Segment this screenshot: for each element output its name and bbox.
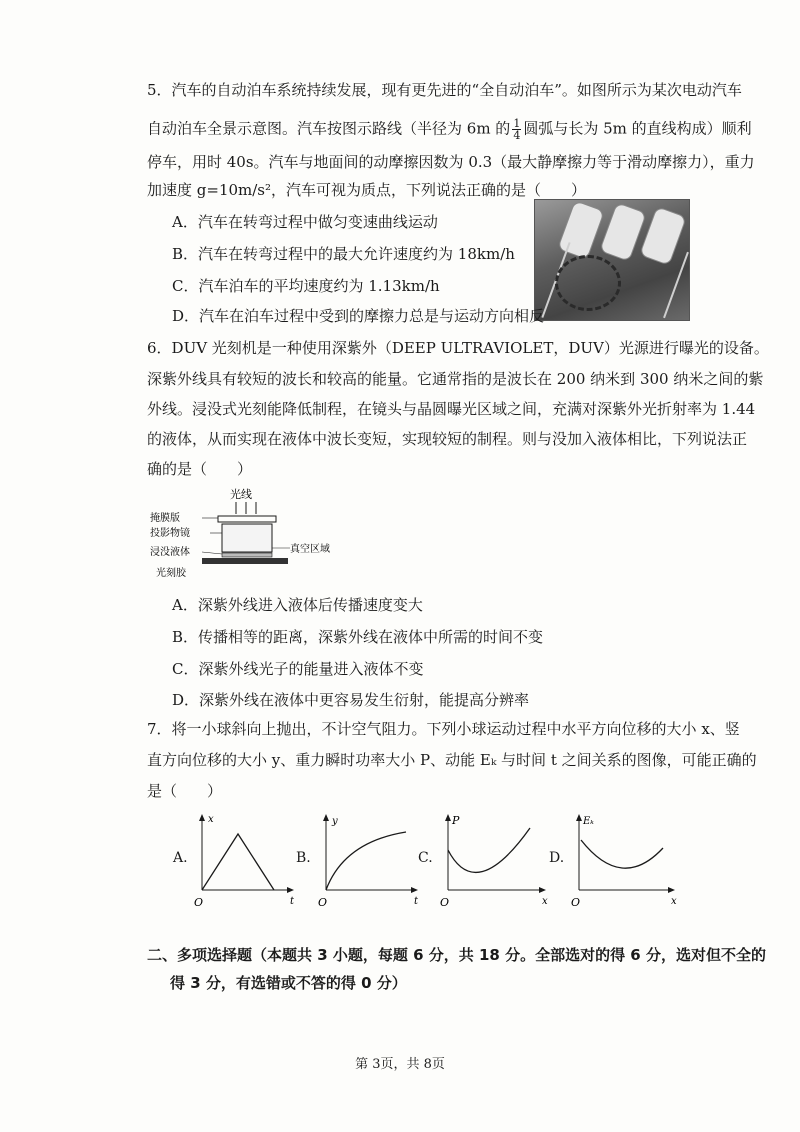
q6-line-1: 6．DUV 光刻机是一种使用深紫外（DEEP ULTRAVIOLET，DUV）光源进行曝光的设备。 bbox=[147, 339, 769, 357]
graph-b-curve bbox=[326, 832, 406, 890]
page-number: 第 3页，共 8页 bbox=[355, 1057, 445, 1072]
q6-line-2: 深紫外线具有较短的波长和较高的能量。它通常指的是波长在 200 纳米到 300 纳米之间的紫 bbox=[147, 370, 764, 388]
vacuum-label: 真空区域 bbox=[290, 544, 330, 555]
graph-a-curve bbox=[202, 834, 274, 890]
q6-option-d: D．深紫外线在液体中更容易发生衍射，能提高分辨率 bbox=[172, 691, 530, 709]
lens-label: 投影物镜 bbox=[150, 528, 190, 539]
light-label: 光线 bbox=[230, 488, 252, 501]
liquid-label: 浸没液体 bbox=[150, 547, 190, 558]
immersion-liquid bbox=[222, 553, 272, 557]
q5-line-2a: 自动泊车全景示意图。汽车按图示路线（半径为 6m 的 bbox=[147, 119, 511, 138]
q5-option-a: A．汽车在转弯过程中做匀变速曲线运动 bbox=[172, 213, 438, 231]
q7-line-2: 直方向位移的大小 y、重力瞬时功率大小 P、动能 Eₖ 与时间 t 之间关系的图像，可能正确的 bbox=[147, 751, 757, 769]
graph-b bbox=[314, 812, 424, 912]
graph-d-origin: O bbox=[571, 896, 581, 909]
graph-c-y-label: P bbox=[452, 814, 460, 827]
graph-a-x-label: t bbox=[290, 896, 295, 907]
section-2-heading-line-1: 二、多项选择题（本题共 3 小题，每题 6 分，共 18 分。全部选对的得 6 分，选对但不全的 bbox=[147, 946, 766, 964]
lithography-diagram bbox=[150, 484, 410, 582]
section-2-heading-line-2: 得 3 分，有选错或不答的得 0 分） bbox=[170, 974, 407, 992]
q5-option-d: D．汽车在泊车过程中受到的摩擦力总是与运动方向相反 bbox=[172, 307, 545, 325]
q5-line-2b: 圆弧与长为 5m 的直线构成）顺利 bbox=[523, 119, 752, 138]
parking-photo bbox=[534, 199, 690, 321]
q6-option-b: B．传播相等的距离，深紫外线在液体中所需的时间不变 bbox=[172, 628, 544, 646]
q5-line-4: 加速度 g=10m/s²，汽车可视为质点，下列说法正确的是（ ） bbox=[147, 181, 587, 199]
graph-a bbox=[190, 812, 300, 912]
graph-d-x-arrow bbox=[668, 887, 675, 893]
graph-c-origin: O bbox=[440, 896, 450, 909]
graph-a-x-arrow bbox=[287, 887, 294, 893]
graph-a-y-label: x bbox=[208, 814, 214, 825]
graph-d-y-arrow bbox=[576, 814, 582, 821]
graph-b-y-arrow bbox=[323, 814, 329, 821]
mask-plate bbox=[218, 516, 276, 522]
graph-d-curve bbox=[581, 840, 663, 868]
graph-d-x-label: x bbox=[671, 896, 677, 907]
parking-path bbox=[555, 255, 621, 311]
graph-b-x-arrow bbox=[411, 887, 418, 893]
q5-option-c: C．汽车泊车的平均速度约为 1.13km/h bbox=[172, 277, 440, 295]
graph-b-origin: O bbox=[318, 896, 328, 909]
q6-line-4: 的液体，从而实现在液体中波长变短，实现较短的制程。则与没加入液体相比，下列说法正 bbox=[147, 430, 748, 448]
q5-line-3: 停车，用时 40s。汽车与地面间的动摩擦因数为 0.3（最大静摩擦力等于滑动摩擦力），重力 bbox=[147, 153, 755, 171]
q6-line-5: 确的是（ ） bbox=[147, 460, 253, 478]
graph-b-y-label: y bbox=[332, 816, 338, 827]
q5-line-1: 5．汽车的自动泊车系统持续发展，现有更先进的“全自动泊车”。如图所示为某次电动汽车 bbox=[147, 81, 742, 99]
graph-c-curve bbox=[448, 828, 530, 872]
q7-line-3: 是（ ） bbox=[147, 782, 223, 800]
q6-option-a: A．深紫外线进入液体后传播速度变大 bbox=[172, 596, 423, 614]
graph-c-y-arrow bbox=[445, 814, 451, 821]
quarter-fraction bbox=[512, 118, 521, 141]
graph-c-x-label: x bbox=[542, 896, 548, 907]
graph-c-label: C. bbox=[418, 850, 433, 866]
graph-c-x-arrow bbox=[539, 887, 546, 893]
fraction-numerator: 1 bbox=[513, 117, 521, 130]
graph-a-y-arrow bbox=[199, 814, 205, 821]
graph-b-label: B. bbox=[296, 850, 311, 866]
parked-car-3 bbox=[639, 206, 687, 266]
graph-c bbox=[436, 812, 551, 912]
graph-d bbox=[567, 812, 682, 912]
liquid-leader bbox=[202, 552, 222, 554]
graph-d-y-label: Eₖ bbox=[583, 816, 594, 827]
graph-d-label: D. bbox=[549, 850, 565, 866]
q6-option-c: C．深紫外线光子的能量进入液体不变 bbox=[172, 660, 424, 678]
graph-a-origin: O bbox=[194, 896, 204, 909]
graph-b-x-label: t bbox=[414, 896, 419, 907]
q5-option-b: B．汽车在转弯过程中的最大允许速度约为 18km/h bbox=[172, 245, 515, 263]
q7-line-1: 7．将一小球斜向上抛出，不计空气阻力。下列小球运动过程中水平方向位移的大小 x、竖 bbox=[147, 720, 740, 738]
q5-line-2 bbox=[147, 117, 752, 142]
graph-a-label: A. bbox=[173, 850, 188, 866]
q6-line-3: 外线。浸没式光刻能降低制程，在镜头与晶圆曝光区域之间，充满对深紫外光折射率为 1.44 bbox=[147, 400, 756, 418]
mask-label: 掩膜版 bbox=[150, 513, 180, 524]
resist-label: 光刻胶 bbox=[156, 568, 186, 579]
photoresist-layer bbox=[202, 558, 288, 564]
fraction-denominator: 4 bbox=[513, 129, 521, 142]
projection-lens bbox=[222, 524, 272, 552]
parked-car-2 bbox=[599, 202, 647, 262]
